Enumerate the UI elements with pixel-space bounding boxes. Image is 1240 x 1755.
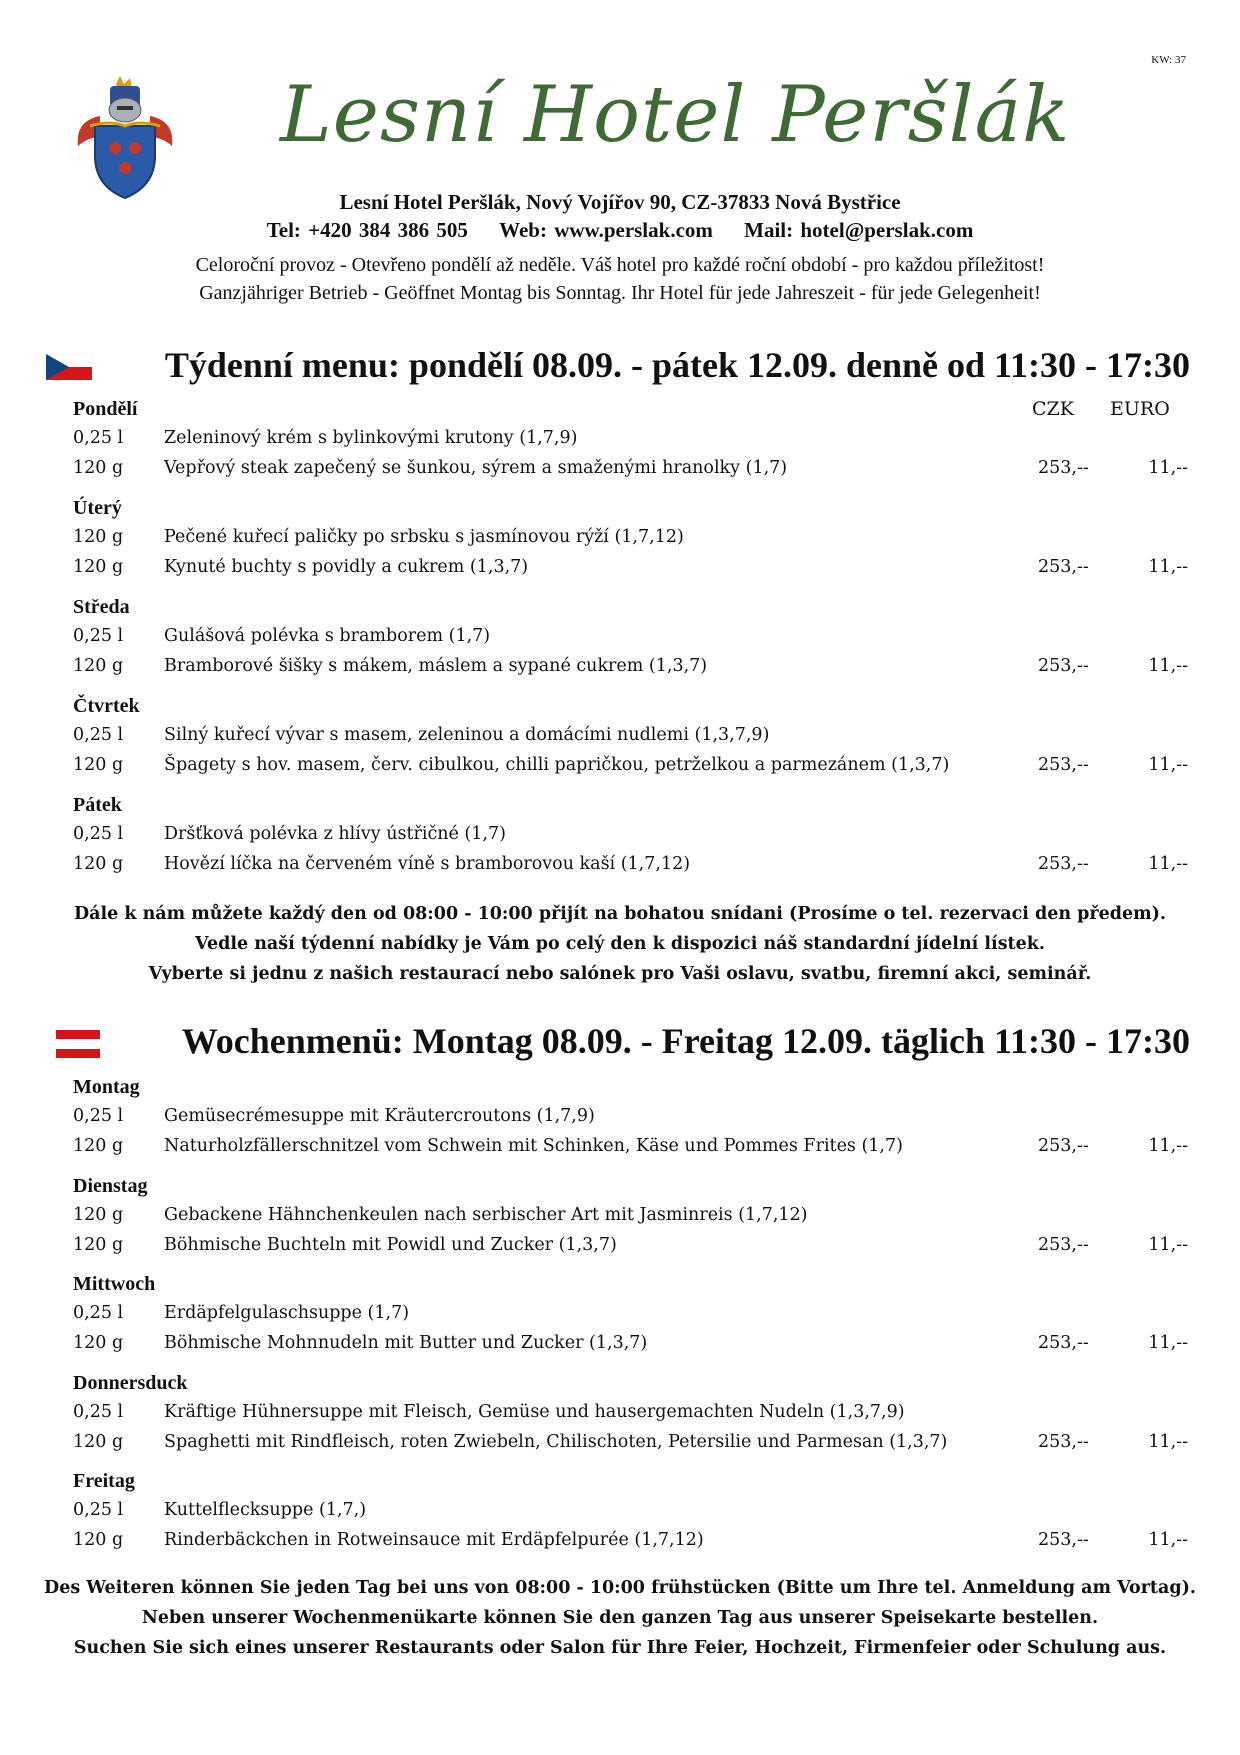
- price-euro: 11,--: [1148, 1432, 1188, 1452]
- price-euro: 11,--: [1148, 1136, 1188, 1156]
- price-euro: 11,--: [1148, 1530, 1188, 1550]
- day-heading: Dienstag: [73, 1175, 148, 1197]
- dish-name: Špagety s hov. masem, červ. cibulkou, chilli papričkou, petrželkou a parmezánem (1,3,7): [164, 755, 950, 775]
- price-euro: 11,--: [1148, 1333, 1188, 1353]
- contact-line: [0, 218, 1240, 243]
- dish-name: Naturholzfällerschnitzel vom Schwein mit Schinken, Käse und Pommes Frites (1,7): [164, 1136, 903, 1156]
- portion-size: 0,25 l: [73, 1303, 124, 1323]
- dish-name: Kynuté buchty s povidly a cukrem (1,3,7): [164, 557, 529, 577]
- portion-size: 120 g: [73, 1205, 124, 1225]
- hotel-address: Lesní Hotel Peršlák, Nový Vojířov 90, CZ-37833 Nová Bystřice: [339, 190, 901, 214]
- day-heading: Montag: [73, 1076, 140, 1098]
- portion-size: 120 g: [73, 755, 124, 775]
- dish-name: Böhmische Mohnnudeln mit Butter und Zucker (1,3,7): [164, 1333, 648, 1353]
- menu-item-row: [73, 755, 1188, 781]
- price-czk: 253,--: [1038, 458, 1089, 478]
- menu-item-row: [73, 1432, 1188, 1458]
- de-note-1: Des Weiteren können Sie jeden Tag bei uns von 08:00 - 10:00 frühstücken (Bitte um Ihre tel. Anmeldung am Vortag).: [44, 1578, 1196, 1598]
- col-header-czk: CZK: [1032, 398, 1074, 420]
- portion-size: 120 g: [73, 656, 124, 676]
- day-heading: Čtvrtek: [73, 695, 140, 717]
- dish-name: Rinderbäckchen in Rotweinsauce mit Erdäpfelpurée (1,7,12): [164, 1530, 704, 1550]
- price-euro: 11,--: [1148, 1235, 1188, 1255]
- price-czk: 253,--: [1038, 656, 1089, 676]
- de-note-2: Neben unserer Wochenmenükarte können Sie den ganzen Tag aus unserer Speisekarte bestellen.: [141, 1608, 1099, 1628]
- dish-name: Böhmische Buchteln mit Powidl und Zucker (1,3,7): [164, 1235, 617, 1255]
- website: Web: www.perslak.com: [499, 218, 713, 242]
- day-heading: Středa: [73, 596, 130, 618]
- menu-item-row: [73, 1530, 1188, 1556]
- menu-item-row: [73, 1235, 1188, 1261]
- menu-item-row: [73, 527, 1188, 553]
- portion-size: 0,25 l: [73, 428, 124, 448]
- menu-item-row: [73, 656, 1188, 682]
- phone: Tel: +420 384 386 505: [266, 218, 468, 242]
- dish-name: Gemüsecrémesuppe mit Kräutercroutons (1,7,9): [164, 1106, 595, 1126]
- price-czk: 253,--: [1038, 557, 1089, 577]
- dish-name: Kuttelflecksuppe (1,7,): [164, 1500, 367, 1520]
- week-number: KW: 37: [1151, 54, 1186, 66]
- portion-size: 0,25 l: [73, 1402, 124, 1422]
- portion-size: 120 g: [73, 854, 124, 874]
- portion-size: 0,25 l: [73, 824, 124, 844]
- price-czk: 253,--: [1038, 1333, 1089, 1353]
- portion-size: 120 g: [73, 1333, 124, 1353]
- dish-name: Bramborové šišky s mákem, máslem a sypané cukrem (1,3,7): [164, 656, 708, 676]
- portion-size: 120 g: [73, 1136, 124, 1156]
- menu-item-row: [73, 824, 1188, 850]
- menu-item-row: [73, 1205, 1188, 1231]
- portion-size: 120 g: [73, 1432, 124, 1452]
- menu-item-row: [73, 1333, 1188, 1359]
- menu-item-row: [73, 458, 1188, 484]
- menu-item-row: [73, 428, 1188, 454]
- dish-name: Spaghetti mit Rindfleisch, roten Zwiebeln, Chilischoten, Petersilie und Parmesan (1,3,7): [164, 1432, 948, 1452]
- menu-item-row: [73, 725, 1188, 751]
- menu-item-row: [73, 557, 1188, 583]
- cz-note-3: Vyberte si jednu z našich restaurací nebo salónek pro Vaši oslavu, svatbu, firemní akci, seminář.: [148, 964, 1092, 984]
- portion-size: 120 g: [73, 557, 124, 577]
- portion-size: 120 g: [73, 458, 124, 478]
- de-menu-title: Wochenmenü: Montag 08.09. - Freitag 12.09. täglich 11:30 - 17:30: [181, 1021, 1190, 1061]
- hotel-title: Lesní Hotel Peršlák: [280, 70, 1071, 160]
- menu-item-row: [73, 626, 1188, 652]
- menu-item-row: [73, 1303, 1188, 1329]
- coat-of-arms-logo: [70, 76, 180, 200]
- dish-name: Gulášová polévka s bramborem (1,7): [164, 626, 491, 646]
- portion-size: 120 g: [73, 1235, 124, 1255]
- portion-size: 0,25 l: [73, 1500, 124, 1520]
- dish-name: Kräftige Hühnersuppe mit Fleisch, Gemüse und hausergemachten Nudeln (1,3,7,9): [164, 1402, 905, 1422]
- menu-item-row: [73, 1500, 1188, 1526]
- portion-size: 120 g: [73, 1530, 124, 1550]
- intro-cz: Celoroční provoz - Otevřeno pondělí až neděle. Váš hotel pro každé roční období - pro každou příležitost!: [195, 254, 1045, 276]
- dish-name: Pečené kuřecí paličky po srbsku s jasmínovou rýží (1,7,12): [164, 527, 684, 547]
- menu-item-row: [73, 1402, 1188, 1428]
- price-euro: 11,--: [1148, 656, 1188, 676]
- price-euro: 11,--: [1148, 854, 1188, 874]
- col-header-euro: EURO: [1110, 398, 1170, 420]
- price-czk: 253,--: [1038, 1235, 1089, 1255]
- price-euro: 11,--: [1148, 755, 1188, 775]
- day-heading: Donnersduck: [73, 1372, 188, 1394]
- dish-name: Gebackene Hähnchenkeulen nach serbischer Art mit Jasminreis (1,7,12): [164, 1205, 808, 1225]
- dish-name: Vepřový steak zapečený se šunkou, sýrem a smaženými hranolky (1,7): [164, 458, 788, 478]
- dish-name: Zeleninový krém s bylinkovými krutony (1,7,9): [164, 428, 578, 448]
- day-heading: Mittwoch: [73, 1273, 156, 1295]
- intro-de: Ganzjähriger Betrieb - Geöffnet Montag bis Sonntag. Ihr Hotel für jede Jahreszeit - für jede Gelegenheit!: [199, 282, 1041, 304]
- dish-name: Erdäpfelgulaschsuppe (1,7): [164, 1303, 410, 1323]
- price-czk: 253,--: [1038, 854, 1089, 874]
- menu-item-row: [73, 854, 1188, 880]
- day-heading: Úterý: [73, 497, 122, 519]
- dish-name: Dršťková polévka z hlívy ústřičné (1,7): [164, 824, 506, 844]
- email: Mail: hotel@perslak.com: [744, 218, 974, 242]
- dish-name: Hovězí líčka na červeném víně s bramborovou kaší (1,7,12): [164, 854, 691, 874]
- cz-note-1: Dále k nám můžete každý den od 08:00 - 10:00 přijít na bohatou snídani (Prosíme o tel. rezervaci den předem).: [73, 904, 1167, 924]
- day-heading: Pondělí: [73, 398, 138, 420]
- de-note-3: Suchen Sie sich eines unserer Restaurants oder Salon für Ihre Feier, Hochzeit, Firmenfeier oder Schulung aus.: [73, 1638, 1167, 1658]
- price-czk: 253,--: [1038, 1530, 1089, 1550]
- dish-name: Silný kuřecí vývar s masem, zeleninou a domácími nudlemi (1,3,7,9): [164, 725, 770, 745]
- price-euro: 11,--: [1148, 458, 1188, 478]
- menu-item-row: [73, 1136, 1188, 1162]
- cz-menu-title: Týdenní menu: pondělí 08.09. - pátek 12.09. denně od 11:30 - 17:30: [164, 345, 1190, 385]
- price-euro: 11,--: [1148, 557, 1188, 577]
- day-heading: Freitag: [73, 1470, 135, 1492]
- portion-size: 0,25 l: [73, 1106, 124, 1126]
- cz-note-2: Vedle naší týdenní nabídky je Vám po celý den k dispozici náš standardní jídelní lístek.: [194, 934, 1045, 954]
- menu-item-row: [73, 1106, 1188, 1132]
- price-czk: 253,--: [1038, 1136, 1089, 1156]
- day-heading: Pátek: [73, 794, 122, 816]
- price-czk: 253,--: [1038, 1432, 1089, 1452]
- portion-size: 120 g: [73, 527, 124, 547]
- portion-size: 0,25 l: [73, 626, 124, 646]
- price-czk: 253,--: [1038, 755, 1089, 775]
- portion-size: 0,25 l: [73, 725, 124, 745]
